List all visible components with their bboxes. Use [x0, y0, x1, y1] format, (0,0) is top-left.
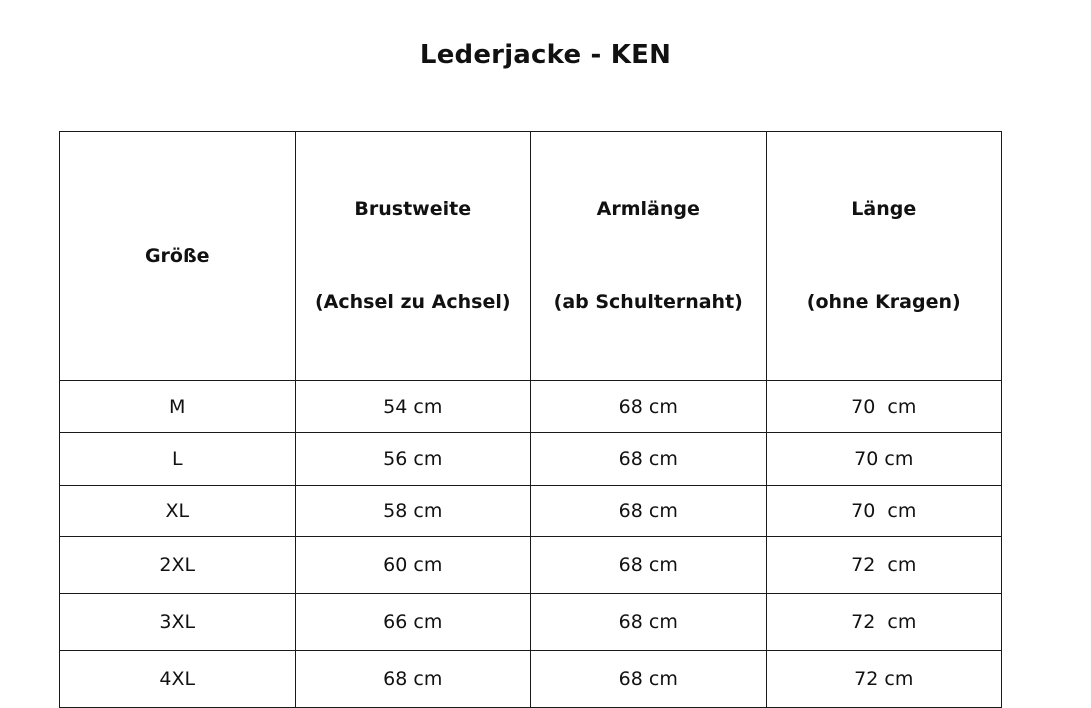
table-row	[60, 594, 1002, 651]
cell-length: 70 cm	[766, 486, 1002, 537]
header-sleeve-length-label: Armlänge	[596, 198, 700, 220]
header-length-label: Länge	[851, 198, 917, 220]
cell-sleeve-length: 68 cm	[531, 433, 767, 486]
cell-chest-width: 56 cm	[295, 433, 531, 486]
table-row	[60, 433, 1002, 486]
cell-sleeve-length: 68 cm	[531, 537, 767, 594]
cell-length: 70 cm	[766, 381, 1002, 433]
cell-sleeve-length: 68 cm	[531, 486, 767, 537]
cell-sleeve-length: 68 cm	[531, 651, 767, 708]
cell-size: L	[60, 433, 296, 486]
cell-chest-width: 54 cm	[295, 381, 531, 433]
header-chest-width-label: Brustweite	[354, 198, 472, 220]
cell-size: 2XL	[60, 537, 296, 594]
header-chest-width-sublabel: (Achsel zu Achsel)	[314, 291, 511, 313]
cell-chest-width: 60 cm	[295, 537, 531, 594]
cell-size: XL	[60, 486, 296, 537]
header-length-sublabel: (ohne Kragen)	[806, 291, 961, 313]
cell-sleeve-length: 68 cm	[531, 594, 767, 651]
cell-chest-width: 66 cm	[295, 594, 531, 651]
cell-length: 72 cm	[766, 651, 1002, 708]
cell-chest-width: 68 cm	[295, 651, 531, 708]
cell-sleeve-length: 68 cm	[531, 381, 767, 433]
page-title: Lederjacke - KEN	[419, 40, 672, 70]
header-sleeve-length-sublabel: (ab Schulternaht)	[553, 291, 743, 313]
table-row	[60, 537, 1002, 594]
cell-size: 3XL	[60, 594, 296, 651]
table-row	[60, 381, 1002, 433]
cell-size: M	[60, 381, 296, 433]
table-header-row	[60, 132, 1002, 381]
cell-chest-width: 58 cm	[295, 486, 531, 537]
header-length	[766, 132, 1002, 381]
table-row	[60, 651, 1002, 708]
table-row	[60, 486, 1002, 537]
cell-length: 72 cm	[766, 537, 1002, 594]
header-size	[60, 132, 296, 381]
cell-length: 72 cm	[766, 594, 1002, 651]
header-sleeve-length	[531, 132, 767, 381]
header-chest-width	[295, 132, 531, 381]
cell-size: 4XL	[60, 651, 296, 708]
cell-length: 70 cm	[766, 433, 1002, 486]
size-chart-table	[59, 131, 1002, 708]
header-size-label: Größe	[144, 244, 210, 267]
